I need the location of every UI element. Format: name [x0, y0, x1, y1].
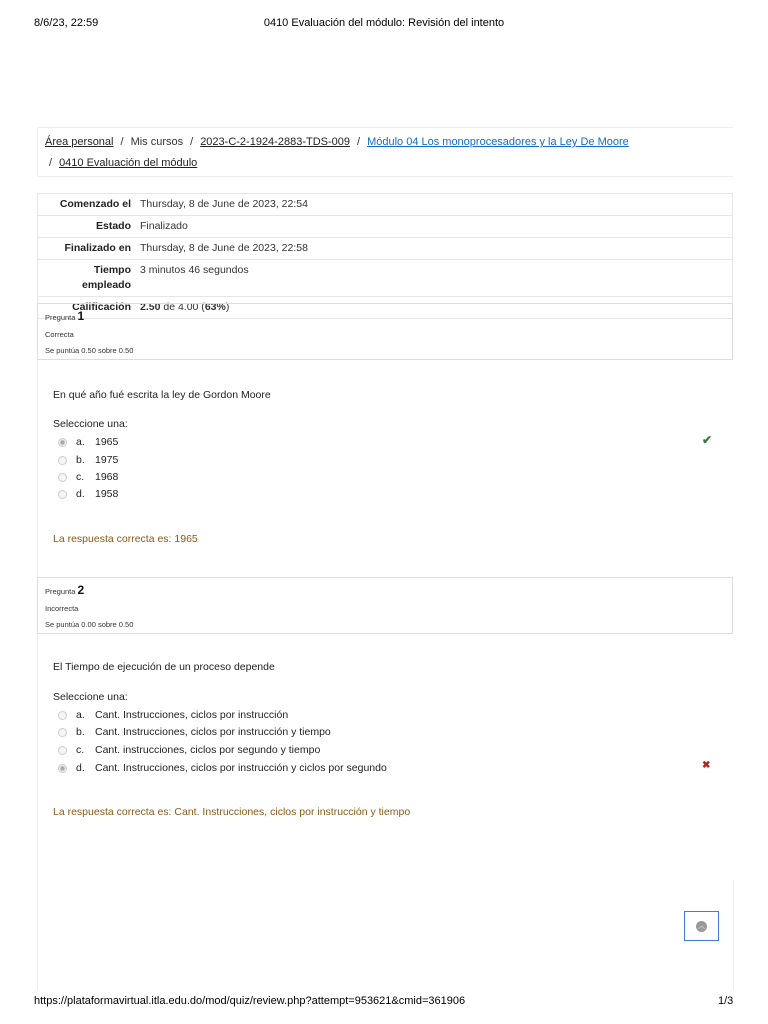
- breadcrumb-mis-cursos: Mis cursos: [130, 136, 184, 148]
- breadcrumb-quiz[interactable]: 0410 Evaluación del módulo: [59, 157, 198, 169]
- option-a: a. 1965: [58, 435, 118, 449]
- breadcrumb-area-personal[interactable]: Área personal: [45, 136, 114, 148]
- radio-button[interactable]: [58, 490, 67, 499]
- attempt-summary-table: [37, 193, 733, 319]
- radio-button[interactable]: [58, 746, 67, 755]
- question-prompt: El Tiempo de ejecución de un proceso depende: [53, 661, 275, 673]
- question-1-info: Pregunta 1 Correcta Se puntúa 0.50 sobre 0.50: [37, 303, 733, 360]
- question-points: Se puntúa 0.00 sobre 0.50: [45, 620, 134, 629]
- question-state: Incorrecta: [45, 604, 79, 613]
- question-prompt: En qué año fué escrita la ley de Gordon Moore: [53, 389, 271, 401]
- option-c: c. Cant. instrucciones, ciclos por segundo y tiempo: [58, 743, 320, 757]
- radio-button[interactable]: [58, 711, 67, 720]
- summary-row-grade: Calificación 2.50 de 4.00 (63%): [72, 301, 230, 313]
- radio-button[interactable]: [58, 728, 67, 737]
- check-icon: ✔: [702, 433, 713, 447]
- summary-row: Finalizado en Thursday, 8 de June de 2023, 22:58: [38, 238, 732, 260]
- back-to-top-button[interactable]: [684, 911, 719, 941]
- question-2-content: El Tiempo de ejecución de un proceso depende Seleccione una: a. Cant. Instrucciones, ciclos por instrucción b. Cant. Instrucciones, ciclos por instrucción y tiempo c. Cant. instrucciones, ciclos por segundo y tiempo d. Cant. Instrucciones, ciclos por instrucción y ciclos por segundo ✖ La respuesta correcta es: Cant. Instrucciones, ciclos por instrucción y tiempo: [37, 634, 733, 854]
- breadcrumb-module[interactable]: Módulo 04 Los monoprocesadores y la Ley De Moore: [367, 136, 629, 148]
- breadcrumb: Área personal / Mis cursos / 2023-C-2-1924-2883-TDS-009 / Módulo 04 Los monoprocesadores y la Ley De Moore / 0410 Evaluación del módulo: [37, 127, 733, 177]
- cross-icon: ✖: [702, 760, 711, 771]
- summary-row: Estado Finalizado: [38, 216, 732, 238]
- option-a: a. Cant. Instrucciones, ciclos por instrucción: [58, 708, 288, 722]
- breadcrumb-course[interactable]: 2023-C-2-1924-2883-TDS-009: [200, 136, 350, 148]
- question-2-info: Pregunta 2 Incorrecta Se puntúa 0.00 sobre 0.50: [37, 577, 733, 634]
- page-number: 1/3: [718, 995, 734, 1007]
- option-d: d. Cant. Instrucciones, ciclos por instrucción y ciclos por segundo: [58, 761, 387, 775]
- print-url: https://plataformavirtual.itla.edu.do/mod/quiz/review.php?attempt=953621&cmid=361906: [34, 995, 466, 1007]
- summary-row: Tiempo empleado 3 minutos 46 segundos: [38, 260, 732, 297]
- option-d: d. 1958: [58, 487, 118, 501]
- option-b: b. Cant. Instrucciones, ciclos por instrucción y tiempo: [58, 725, 331, 739]
- question-1-content: En qué año fué escrita la ley de Gordon Moore Seleccione una: a. 1965 b. 1975 c. 1968 d. 1958 ✔ La respuesta correcta es: 1965: [37, 360, 733, 577]
- radio-button[interactable]: [58, 456, 67, 465]
- chevron-up-icon: ︿: [698, 922, 705, 930]
- radio-button[interactable]: [58, 473, 67, 482]
- print-date: 8/6/23, 22:59: [34, 17, 99, 29]
- option-c: c. 1968: [58, 470, 118, 484]
- radio-button[interactable]: [58, 764, 67, 773]
- correct-answer-feedback: La respuesta correcta es: 1965: [53, 533, 198, 545]
- question-state: Correcta: [45, 330, 74, 339]
- divider: [37, 840, 38, 990]
- radio-button[interactable]: [58, 438, 67, 447]
- correct-answer-feedback: La respuesta correcta es: Cant. Instrucciones, ciclos por instrucción y tiempo: [53, 806, 411, 818]
- option-b: b. 1975: [58, 453, 118, 467]
- divider: [733, 880, 734, 990]
- print-title: 0410 Evaluación del módulo: Revisión del intento: [263, 17, 505, 29]
- question-points: Se puntúa 0.50 sobre 0.50: [45, 346, 134, 355]
- summary-row: Comenzado el Thursday, 8 de June de 2023, 22:54: [38, 194, 732, 216]
